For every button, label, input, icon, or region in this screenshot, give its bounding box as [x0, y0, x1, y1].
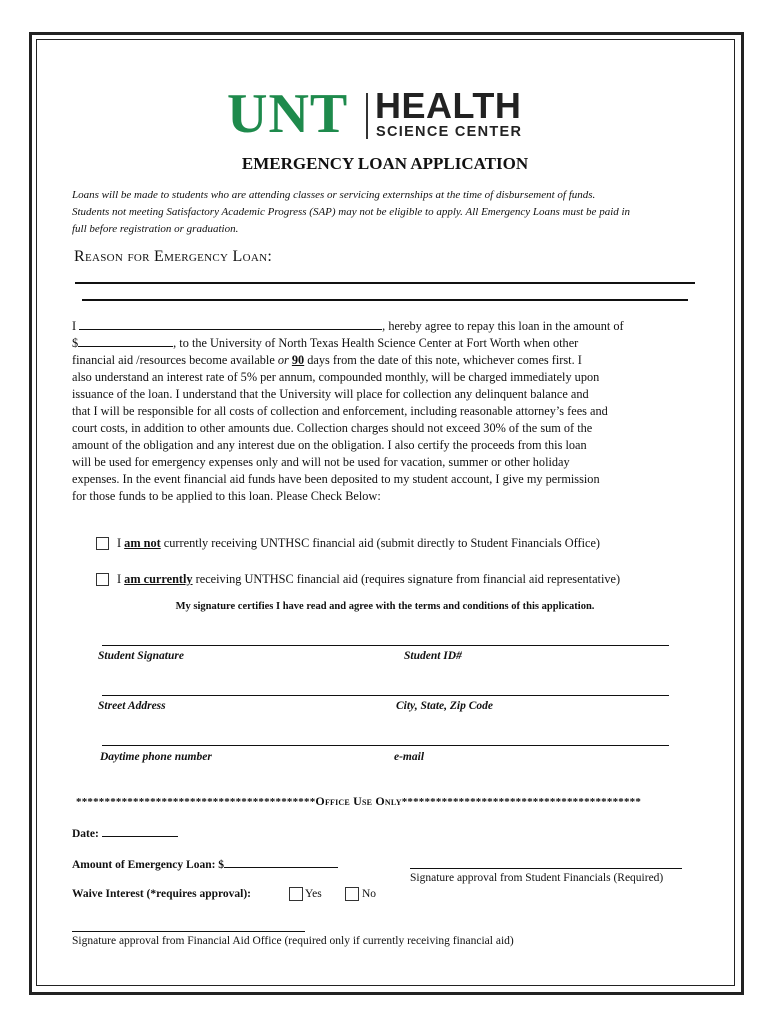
logo-health-text: HEALTH	[375, 85, 522, 126]
agreement-line: for those funds to be applied to this loan. Please Check Below:	[72, 489, 381, 503]
waive-interest-label: Waive Interest (*requires approval):	[72, 888, 251, 900]
option-not-receiving	[117, 536, 600, 551]
agreement-text: I	[72, 319, 80, 333]
option-emphasis: am not	[124, 536, 161, 550]
loan-amount-field[interactable]	[224, 857, 338, 868]
agreement-text: , to the University of North Texas Health Science Center at Fort Worth when other	[173, 336, 579, 350]
street-address-label: Street Address	[98, 700, 166, 712]
page-border-inner	[36, 39, 735, 986]
stars-left: ******************************************	[76, 796, 316, 808]
agreement-line: expenses. In the event financial aid funds have been deposited to my student account, I give my permission	[72, 472, 600, 486]
agreement-line	[72, 353, 582, 368]
waive-yes-checkbox[interactable]	[289, 887, 303, 901]
sf-approval-label: Signature approval from Student Financials (Required)	[410, 872, 664, 884]
waive-no-checkbox[interactable]	[345, 887, 359, 901]
agreement-line: that I will be responsible for all costs of collection and enforcement, including reasonable attorney’s fees and	[72, 404, 608, 418]
agreement-line	[72, 336, 578, 351]
sf-signature-line[interactable]	[410, 868, 682, 869]
amount-label: Amount of Emergency Loan: $	[72, 859, 225, 871]
agreement-text: , hereby agree to repay this loan in the amount of	[382, 319, 624, 333]
not-receiving-aid-checkbox[interactable]	[96, 537, 109, 550]
logo-divider	[366, 93, 368, 139]
agreement-line: court costs, in addition to other amounts due. Collection charges should not exceed 30% of the sum of the	[72, 421, 593, 435]
daytime-phone-label: Daytime phone number	[100, 751, 212, 763]
logo-unt-text: UNT	[227, 83, 349, 145]
fa-approval-label: Signature approval from Financial Aid Office (required only if currently receiving financial aid)	[72, 935, 514, 947]
intro-text	[72, 187, 712, 238]
option-text: currently receiving UNTHSC financial aid (submit directly to Student Financials Office)	[160, 536, 601, 550]
agreement-line: will be used for emergency expenses only and will not be used for vacation, summer or other holiday	[72, 455, 570, 469]
agreement-text: days from the date of this note, whichever comes first. I	[304, 353, 582, 367]
option-emphasis: am currently	[124, 572, 193, 586]
student-id-label: Student ID#	[404, 650, 462, 662]
stars-right: ******************************************	[401, 796, 642, 808]
logo-science-text: SCIENCE CENTER	[376, 124, 523, 140]
waive-no-label: No	[362, 888, 377, 900]
option-currently-receiving	[117, 572, 620, 587]
agreement-line: issuance of the loan. I understand that the University will place for collection any delinquent balance and	[72, 387, 589, 401]
intro-line: Students not meeting Satisfactory Academic Progress (SAP) may not be eligible to apply. All Emergency Loans must be paid in	[72, 206, 631, 218]
office-use-label: Office Use Only	[315, 794, 402, 808]
option-text: receiving UNTHSC financial aid (requires signature from financial aid representative)	[192, 572, 621, 586]
city-state-zip-label: City, State, Zip Code	[396, 700, 493, 712]
reason-label: Reason for Emergency Loan:	[74, 248, 273, 265]
date-row	[72, 826, 178, 840]
option-text: I	[117, 572, 125, 586]
intro-line: full before registration or graduation.	[72, 223, 239, 235]
student-signature-label: Student Signature	[98, 650, 184, 662]
date-field[interactable]	[102, 826, 178, 837]
agreement-text: $	[72, 336, 79, 350]
signature-certification: My signature certifies I have read and agree with the terms and conditions of this application.	[175, 601, 595, 612]
agreement-line: amount of the obligation and any interest due on the obligation. I also certify the proceeds from this loan	[72, 438, 587, 452]
reason-line-2[interactable]	[82, 299, 688, 301]
contact-line[interactable]	[102, 745, 669, 746]
intro-line: Loans will be made to students who are attending classes or servicing externships at the time of disbursement of funds.	[72, 189, 596, 201]
agreement-line: also understand an interest rate of 5% per annum, compounded monthly, will be charged immediately upon	[72, 370, 600, 384]
address-line[interactable]	[102, 695, 669, 696]
form-title: EMERGENCY LOAN APPLICATION	[241, 154, 529, 173]
currently-receiving-aid-checkbox[interactable]	[96, 573, 109, 586]
name-field[interactable]	[79, 319, 382, 330]
waive-yes-label: Yes	[305, 888, 322, 900]
email-label: e-mail	[394, 751, 425, 763]
unt-health-logo	[227, 83, 543, 145]
signature-line[interactable]	[102, 645, 669, 646]
office-use-header	[76, 794, 641, 809]
agreement-or: or	[277, 353, 289, 367]
fa-signature-line[interactable]	[72, 931, 305, 932]
date-label: Date:	[72, 828, 99, 840]
agreement-days: 90	[291, 353, 305, 367]
agreement-line	[72, 319, 624, 334]
agreement-text: financial aid /resources become available	[72, 353, 278, 367]
reason-line-1[interactable]	[75, 282, 695, 284]
amount-field[interactable]	[78, 336, 173, 347]
option-text: I	[117, 536, 125, 550]
amount-row	[72, 857, 338, 871]
